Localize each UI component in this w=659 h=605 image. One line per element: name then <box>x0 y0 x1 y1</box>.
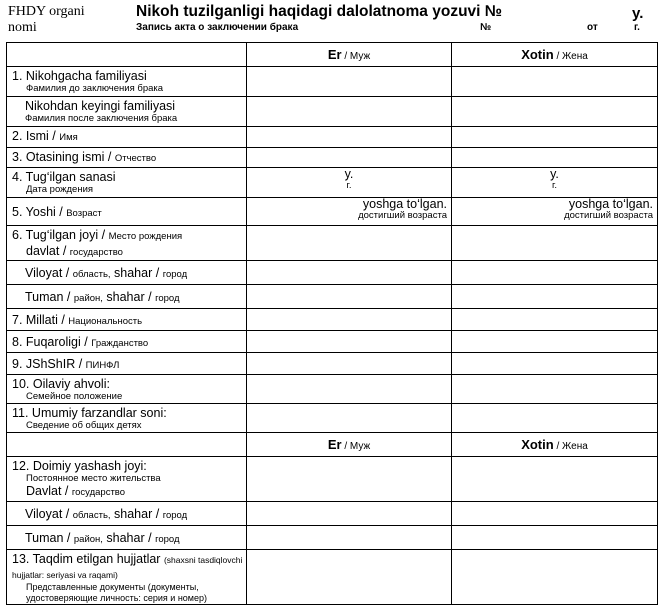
groom-documents-field[interactable] <box>247 550 452 605</box>
bride-pinfl-field[interactable] <box>452 353 658 375</box>
label-residence-region: Viloyat / область, shahar / город <box>7 502 247 526</box>
bride-birth-date-field[interactable]: y. г. <box>452 168 658 198</box>
subtitle-year-mark: г. <box>634 22 640 33</box>
bride-birth-district-field[interactable] <box>452 285 658 309</box>
groom-residence-region-field[interactable] <box>247 502 452 526</box>
bride-birth-region-field[interactable] <box>452 261 658 285</box>
bride-name-field[interactable] <box>452 127 658 148</box>
row-common-children <box>7 404 658 433</box>
row-birth-district <box>7 285 658 309</box>
header-empty-cell-2 <box>7 433 247 457</box>
org-label-line2: nomi <box>8 20 37 35</box>
label-surname-after: Nikohdan keyingi familiyasi Фамилия после заключения брака <box>7 97 247 127</box>
row-birth-date <box>7 168 658 198</box>
bride-citizenship-field[interactable] <box>452 331 658 353</box>
row-residence <box>7 457 658 502</box>
bride-residence-district-field[interactable] <box>452 526 658 550</box>
label-residence-district: Tuman / район, shahar / город <box>7 526 247 550</box>
groom-column-header-2: Er / Муж <box>247 433 452 457</box>
row-residence-district <box>7 526 658 550</box>
bride-column-header: Xotin / Жена <box>452 43 658 67</box>
label-birth-district: Tuman / район, shahar / город <box>7 285 247 309</box>
row-surname-before <box>7 67 658 97</box>
label-nationality: 7. Millati / Национальность <box>7 309 247 331</box>
row-birth-place <box>7 226 658 261</box>
row-citizenship <box>7 331 658 353</box>
document-subtitle: Запись акта о заключении брака <box>136 22 299 33</box>
bride-column-header-2: Xotin / Жена <box>452 433 658 457</box>
row-patronymic <box>7 148 658 168</box>
label-documents: 13. Taqdim etilgan hujjatlar (shaxsni tasdiqlovchi hujjatlar: seriyasi va raqami) Представленные документы (документы, удостоверяющие личность: серия и номер) <box>7 550 247 605</box>
label-name: 2. Ismi / Имя <box>7 127 247 148</box>
registry-office-label <box>8 4 85 36</box>
bride-nationality-field[interactable] <box>452 309 658 331</box>
groom-birth-country-field[interactable] <box>247 226 452 261</box>
groom-name-field[interactable] <box>247 127 452 148</box>
label-citizenship: 8. Fuqaroligi / Гражданство <box>7 331 247 353</box>
bride-patronymic-field[interactable] <box>452 148 658 168</box>
groom-birth-district-field[interactable] <box>247 285 452 309</box>
column-header-row <box>7 43 658 67</box>
bride-birth-country-field[interactable] <box>452 226 658 261</box>
bride-residence-region-field[interactable] <box>452 502 658 526</box>
groom-patronymic-field[interactable] <box>247 148 452 168</box>
subtitle-from-mark: от <box>587 22 598 33</box>
row-nationality <box>7 309 658 331</box>
groom-marital-status-field[interactable] <box>247 375 452 404</box>
bride-surname-after-field[interactable] <box>452 97 658 127</box>
header-empty-cell <box>7 43 247 67</box>
label-birth-date: 4. Tug‘ilgan sanasi Дата рождения <box>7 168 247 198</box>
label-surname-before: 1. Nikohgacha familiyasi Фамилия до заключения брака <box>7 67 247 97</box>
groom-nationality-field[interactable] <box>247 309 452 331</box>
row-name <box>7 127 658 148</box>
title-year-mark: y. <box>632 5 644 22</box>
row-age <box>7 198 658 226</box>
bride-surname-before-field[interactable] <box>452 67 658 97</box>
row-documents <box>7 550 658 605</box>
groom-children-field[interactable] <box>247 404 452 433</box>
bride-children-field[interactable] <box>452 404 658 433</box>
label-marital-status: 10. Oilaviy ahvoli: Семейное положение <box>7 375 247 404</box>
groom-citizenship-field[interactable] <box>247 331 452 353</box>
label-birth-region: Viloyat / область, shahar / город <box>7 261 247 285</box>
groom-pinfl-field[interactable] <box>247 353 452 375</box>
label-common-children: 11. Umumiy farzandlar soni: Сведение об общих детях <box>7 404 247 433</box>
row-surname-after <box>7 97 658 127</box>
bride-documents-field[interactable] <box>452 550 658 605</box>
groom-residence-district-field[interactable] <box>247 526 452 550</box>
groom-surname-before-field[interactable] <box>247 67 452 97</box>
bride-marital-status-field[interactable] <box>452 375 658 404</box>
groom-age-field[interactable]: yoshga to‘lgan. достигший возраста <box>247 198 452 226</box>
label-patronymic: 3. Otasining ismi / Отчество <box>7 148 247 168</box>
groom-column-header: Er / Муж <box>247 43 452 67</box>
label-pinfl: 9. JShShIR / ПИНФЛ <box>7 353 247 375</box>
groom-birth-region-field[interactable] <box>247 261 452 285</box>
groom-birth-date-field[interactable]: y. г. <box>247 168 452 198</box>
marriage-record-table <box>6 42 658 605</box>
column-header-row-2 <box>7 433 658 457</box>
row-marital-status <box>7 375 658 404</box>
document-title: Nikoh tuzilganligi haqidagi dalolatnoma yozuvi № <box>136 3 503 20</box>
subtitle-number-mark: № <box>480 22 492 33</box>
groom-surname-after-field[interactable] <box>247 97 452 127</box>
row-pinfl <box>7 353 658 375</box>
bride-age-field[interactable]: yoshga to‘lgan. достигший возраста <box>452 198 658 226</box>
org-label-line1: FHDY organi <box>8 4 85 19</box>
label-residence: 12. Doimiy yashash joyi: Постоянное место жительства Davlat / государство <box>7 457 247 502</box>
row-birth-region <box>7 261 658 285</box>
row-residence-region <box>7 502 658 526</box>
label-age: 5. Yoshi / Возраст <box>7 198 247 226</box>
label-birth-place: 6. Tug‘ilgan joyi / Место рождения davlat / государство <box>7 226 247 261</box>
groom-residence-country-field[interactable] <box>247 457 452 502</box>
bride-residence-country-field[interactable] <box>452 457 658 502</box>
